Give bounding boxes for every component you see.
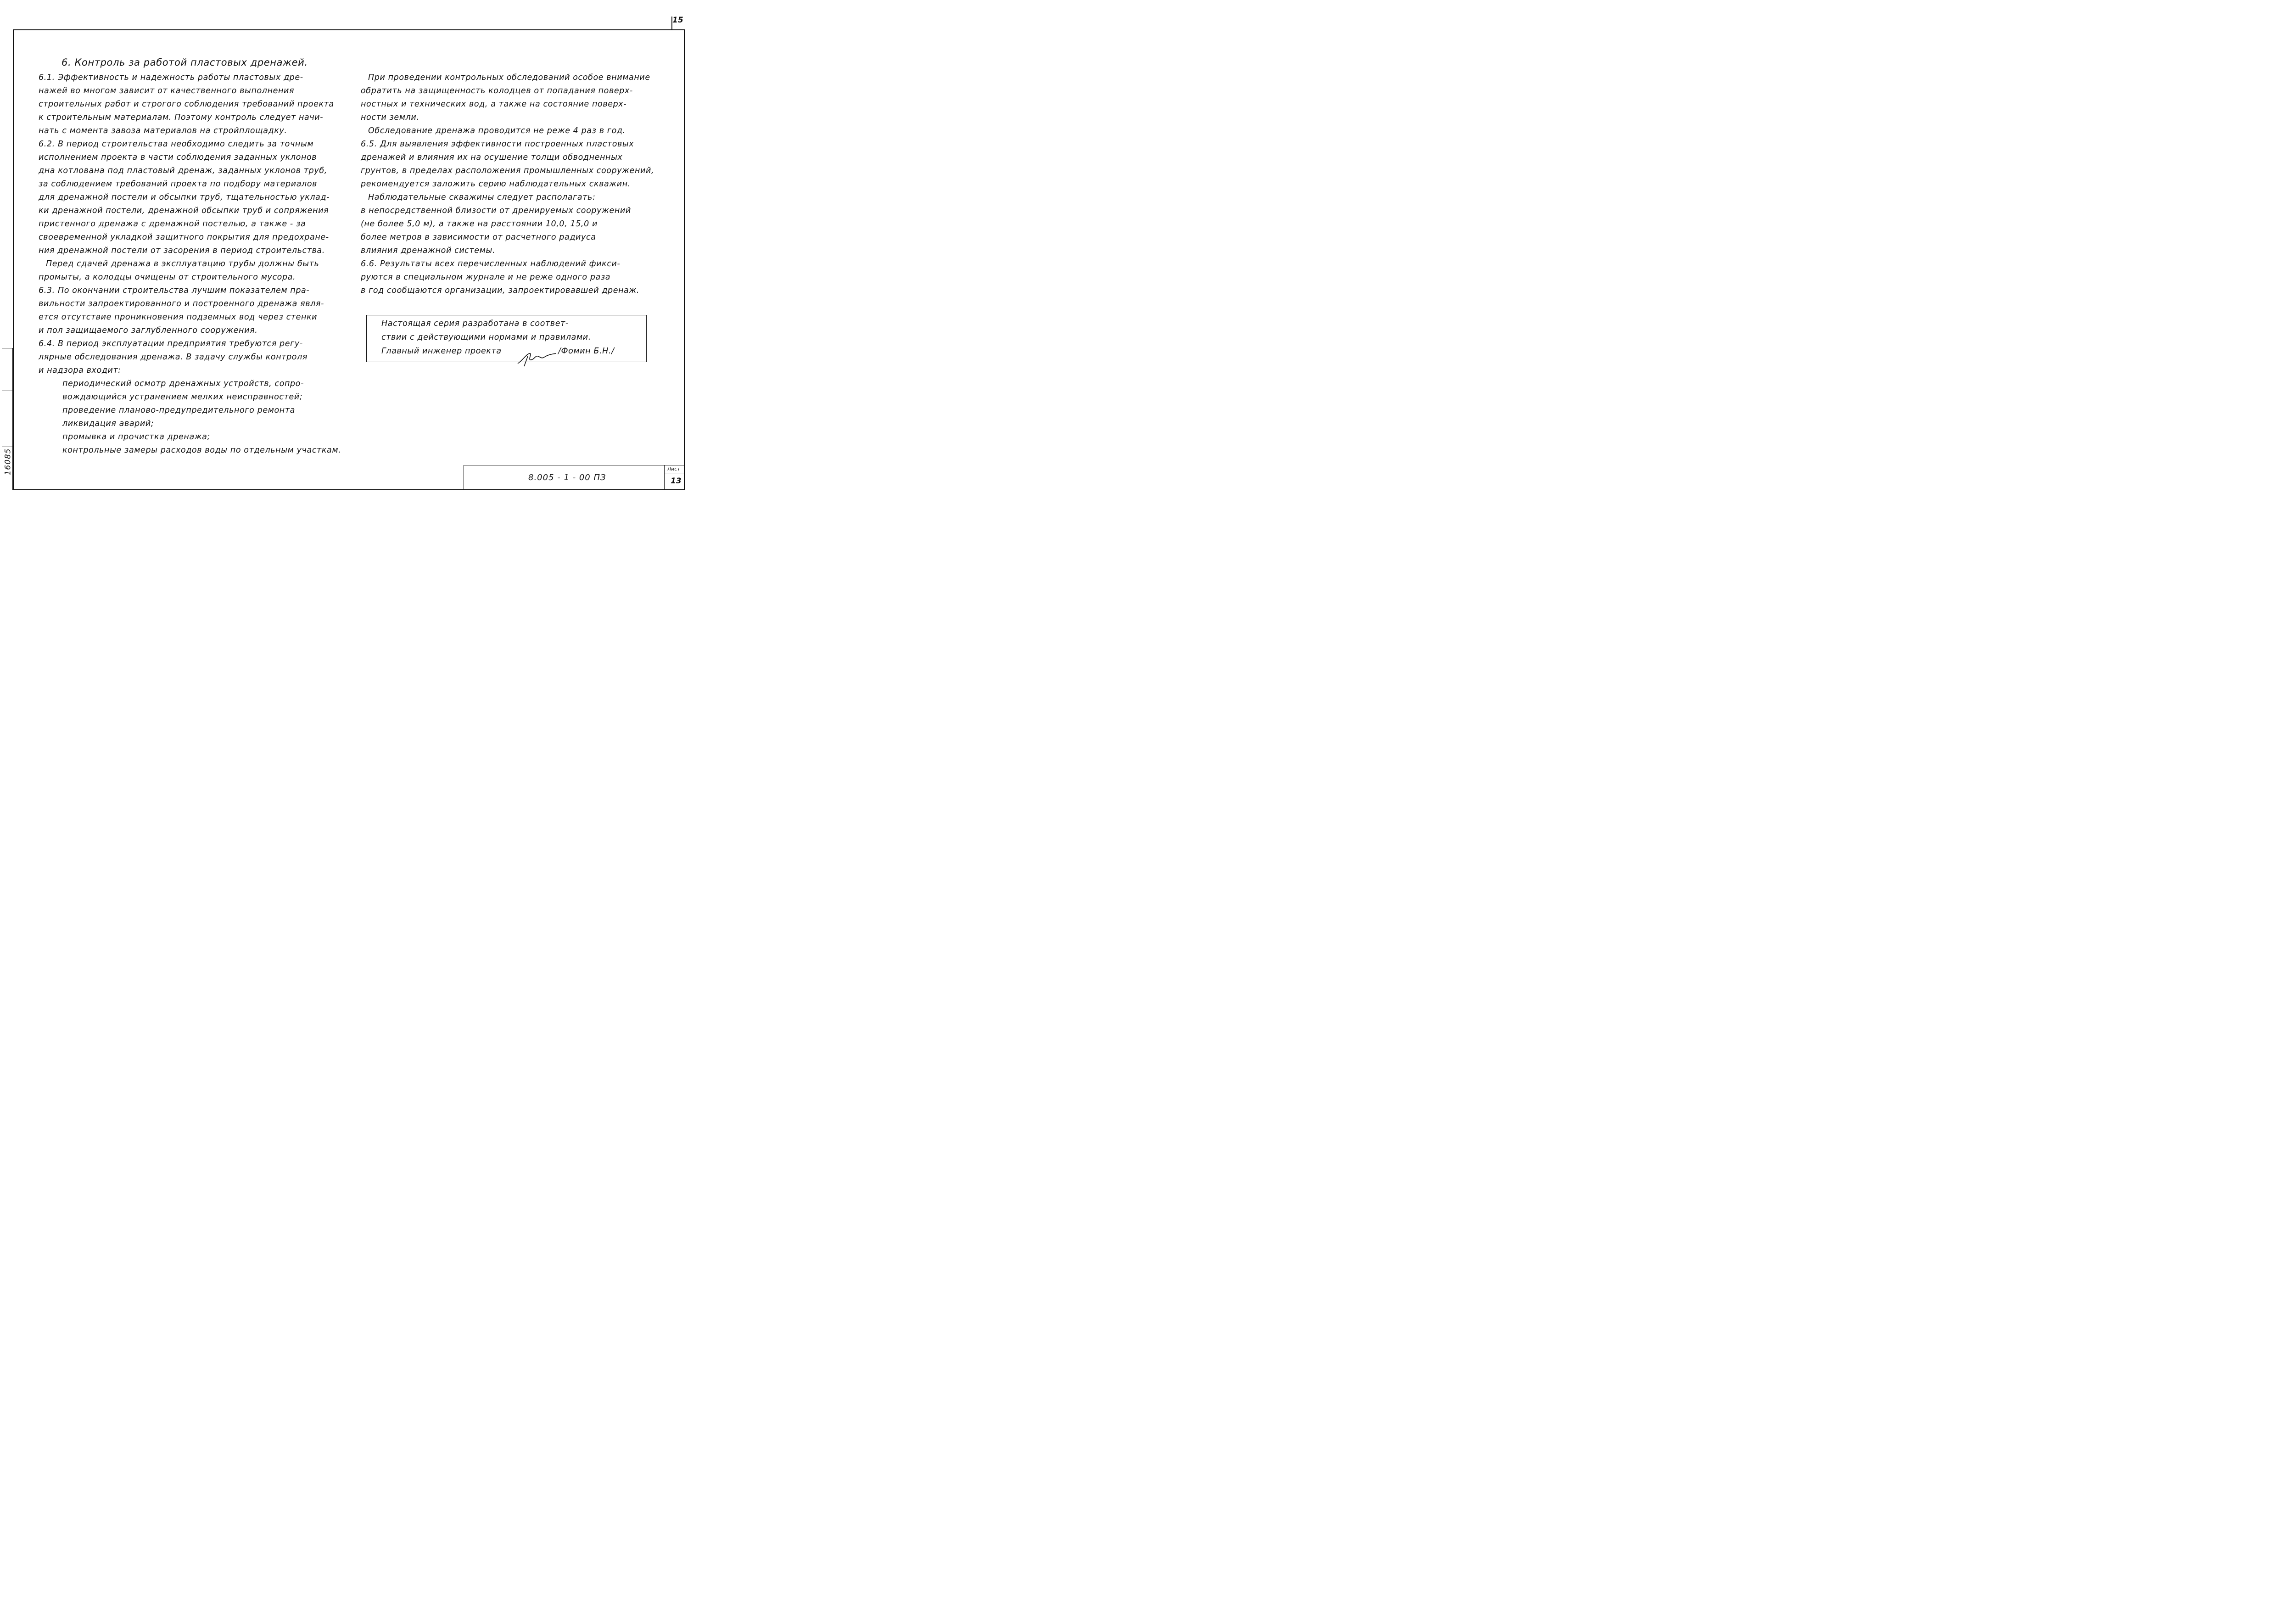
approval-note-box [366,315,647,362]
text-line: 6.3. По окончании строительства лучшим показателем пра- [39,286,310,295]
list-item: периодический осмотр дренажных устройств, сопро- [62,379,304,388]
text-line: влияния дренажной системы. [361,246,496,255]
list-item: ликвидация аварий; [62,419,154,428]
page-number: 13 [671,476,682,486]
signature [514,350,565,368]
right-column [361,71,654,297]
text-line: вильности запроектированного и построенного дренажа явля- [39,299,324,308]
text-line: (не более 5,0 м), а также на расстоянии 10,0, 15,0 и [361,219,598,229]
text-line: дренажей и влияния их на осушение толщи обводненных [361,153,623,162]
text-line: для дренажной постели и обсыпки труб, тщательностью уклад- [39,193,330,202]
left-column [39,71,341,457]
list-item: вождающийся устранением мелких неисправностей; [62,392,303,402]
inventory-number: 16085 [3,448,13,476]
sheet-cell [664,465,685,490]
text-line: ния дренажной постели от засорения в период строительства. [39,246,325,255]
sheet-label: Лист [667,466,680,472]
list-item: проведение планово-предупредительного ремонта [62,406,295,415]
text-line: более метров в зависимости от расчетного радиуса [361,233,596,242]
text-line: за соблюдением требований проекта по подбору материалов [39,179,318,189]
text-line: руются в специальном журнале и не реже одного раза [361,273,611,282]
sheet-number: 15 [672,16,683,25]
text-line: своевременной укладкой защитного покрытия для предохране- [39,233,329,242]
text-line: ности земли. [361,113,419,122]
note-line: ствии с действующими нормами и правилами. [381,333,591,342]
text-line: в год сообщаются организации, запроектировавшей дренаж. [361,286,640,295]
text-line: грунтов, в пределах расположения промышленных сооружений, [361,166,654,175]
note-line: Главный инженер проекта /Фомин Б.Н./ [381,347,615,356]
text-line: Перед сдачей дренажа в эксплуатацию трубы должны быть [46,259,319,269]
text-line: обратить на защищенность колодцев от попадания поверх- [361,86,633,95]
text-line: исполнением проекта в части соблюдения заданных уклонов [39,153,317,162]
text-line: ностных и технических вод, а также на состояние поверх- [361,100,627,109]
text-line: пристенного дренажа с дренажной постелью, а также - за [39,219,306,229]
text-line: в непосредственной близости от дренируемых сооружений [361,206,631,215]
text-line: ки дренажной постели, дренажной обсыпки труб и сопряжения [39,206,329,215]
text-line: и надзора входит: [39,366,121,375]
document-code: 8.005 - 1 - 00 ПЗ [528,473,606,482]
text-line: 6.5. Для выявления эффективности построенных пластовых [361,140,634,149]
text-line: ется отсутствие проникновения подземных вод через стенки [39,313,318,322]
text-line: дна котлована под пластовый дренаж, заданных уклонов труб, [39,166,327,175]
text-line: 6.1. Эффективность и надежность работы пластовых дре- [39,73,303,82]
text-line: рекомендуется заложить серию наблюдательных скважин. [361,179,631,189]
text-line: 6.6. Результаты всех перечисленных наблюдений фикси- [361,259,621,269]
text-line: к строительным материалам. Поэтому контроль следует начи- [39,113,324,122]
text-line: 6.4. В период эксплуатации предприятия требуются регу- [39,339,303,348]
text-line: строительных работ и строгого соблюдения требований проекта [39,100,334,109]
text-line: лярные обследования дренажа. В задачу службы контроля [39,353,308,362]
text-line: При проведении контрольных обследований особое внимание [368,73,650,82]
text-line: 6.2. В период строительства необходимо следить за точным [39,140,314,149]
list-item: промывка и прочистка дренажа; [62,432,210,442]
list-item: контрольные замеры расходов воды по отдельным участкам. [62,446,341,455]
title-block [464,465,685,490]
text-line: Обследование дренажа проводится не реже 4 раз в год. [368,126,626,135]
text-line: нажей во многом зависит от качественного выполнения [39,86,295,95]
note-line: Настоящая серия разработана в соответ- [381,319,569,328]
text-line: и пол защищаемого заглубленного сооружения. [39,326,258,335]
text-line: Наблюдательные скважины следует располагать: [368,193,596,202]
text-line: нать с момента завоза материалов на стройплощадку. [39,126,287,135]
text-line: промыты, а колодцы очищены от строительного мусора. [39,273,296,282]
section-heading: 6. Контроль за работой пластовых дренажей. [62,57,308,68]
